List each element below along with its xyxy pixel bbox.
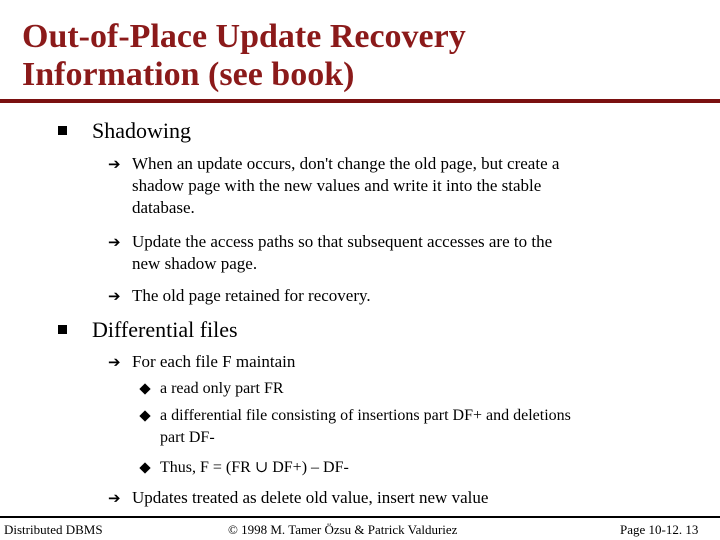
slide-title-line-1: Out-of-Place Update Recovery [22, 18, 466, 55]
slide-title [22, 18, 702, 94]
arrow-bullet-icon: ➔ [108, 489, 121, 507]
square-bullet-icon [58, 126, 67, 135]
footer-divider [0, 516, 720, 518]
arrow-bullet-icon: ➔ [108, 353, 121, 371]
arrow-bullet-icon: ➔ [108, 233, 121, 251]
footer-course-name: Distributed DBMS [4, 522, 103, 537]
text-line: new shadow page. [132, 254, 258, 273]
title-divider [0, 99, 720, 103]
text-line: Update the access paths so that subsequent accesses are to the [132, 232, 553, 251]
bullet-differential-files: Differential files [92, 317, 238, 342]
sub-item-updates-treated: Updates treated as delete old value, insert new value [132, 488, 489, 507]
point-formula [160, 457, 349, 479]
sub-item-old-page [132, 285, 371, 307]
sub-item-access-paths [132, 231, 552, 275]
text-line: part DF- [160, 429, 215, 446]
arrow-bullet-icon: ➔ [108, 155, 121, 173]
point-differential-file [160, 405, 571, 449]
text-line: The old page retained for recovery. [132, 286, 371, 305]
text-line: shadow page with the new values and write it into the stable [132, 176, 542, 195]
diamond-bullet-icon [139, 410, 150, 421]
point-read-only-part [160, 378, 284, 400]
footer-page-number: Page 10-12. 13 [620, 522, 699, 537]
square-bullet-icon [58, 325, 67, 334]
sub-item-shadow-page [132, 153, 559, 219]
text-line: When an update occurs, don't change the old page, but create a [132, 154, 560, 173]
slide-title-line-2: Information (see book) [22, 56, 355, 93]
footer-copyright: © 1998 M. Tamer Özsu & Patrick Valduriez [228, 522, 458, 537]
text-line: a differential file consisting of insertions part DF+ and deletions [160, 407, 571, 424]
diamond-bullet-icon [139, 383, 150, 394]
text-line: database. [132, 198, 195, 217]
arrow-bullet-icon: ➔ [108, 287, 121, 305]
diamond-bullet-icon [139, 462, 150, 473]
sub-item-for-each-file: For each file F maintain [132, 352, 296, 371]
text-line: Thus, F = (FR ∪ DF+) – DF- [160, 459, 349, 476]
bullet-shadowing: Shadowing [92, 118, 191, 143]
text-line: a read only part FR [160, 380, 284, 397]
